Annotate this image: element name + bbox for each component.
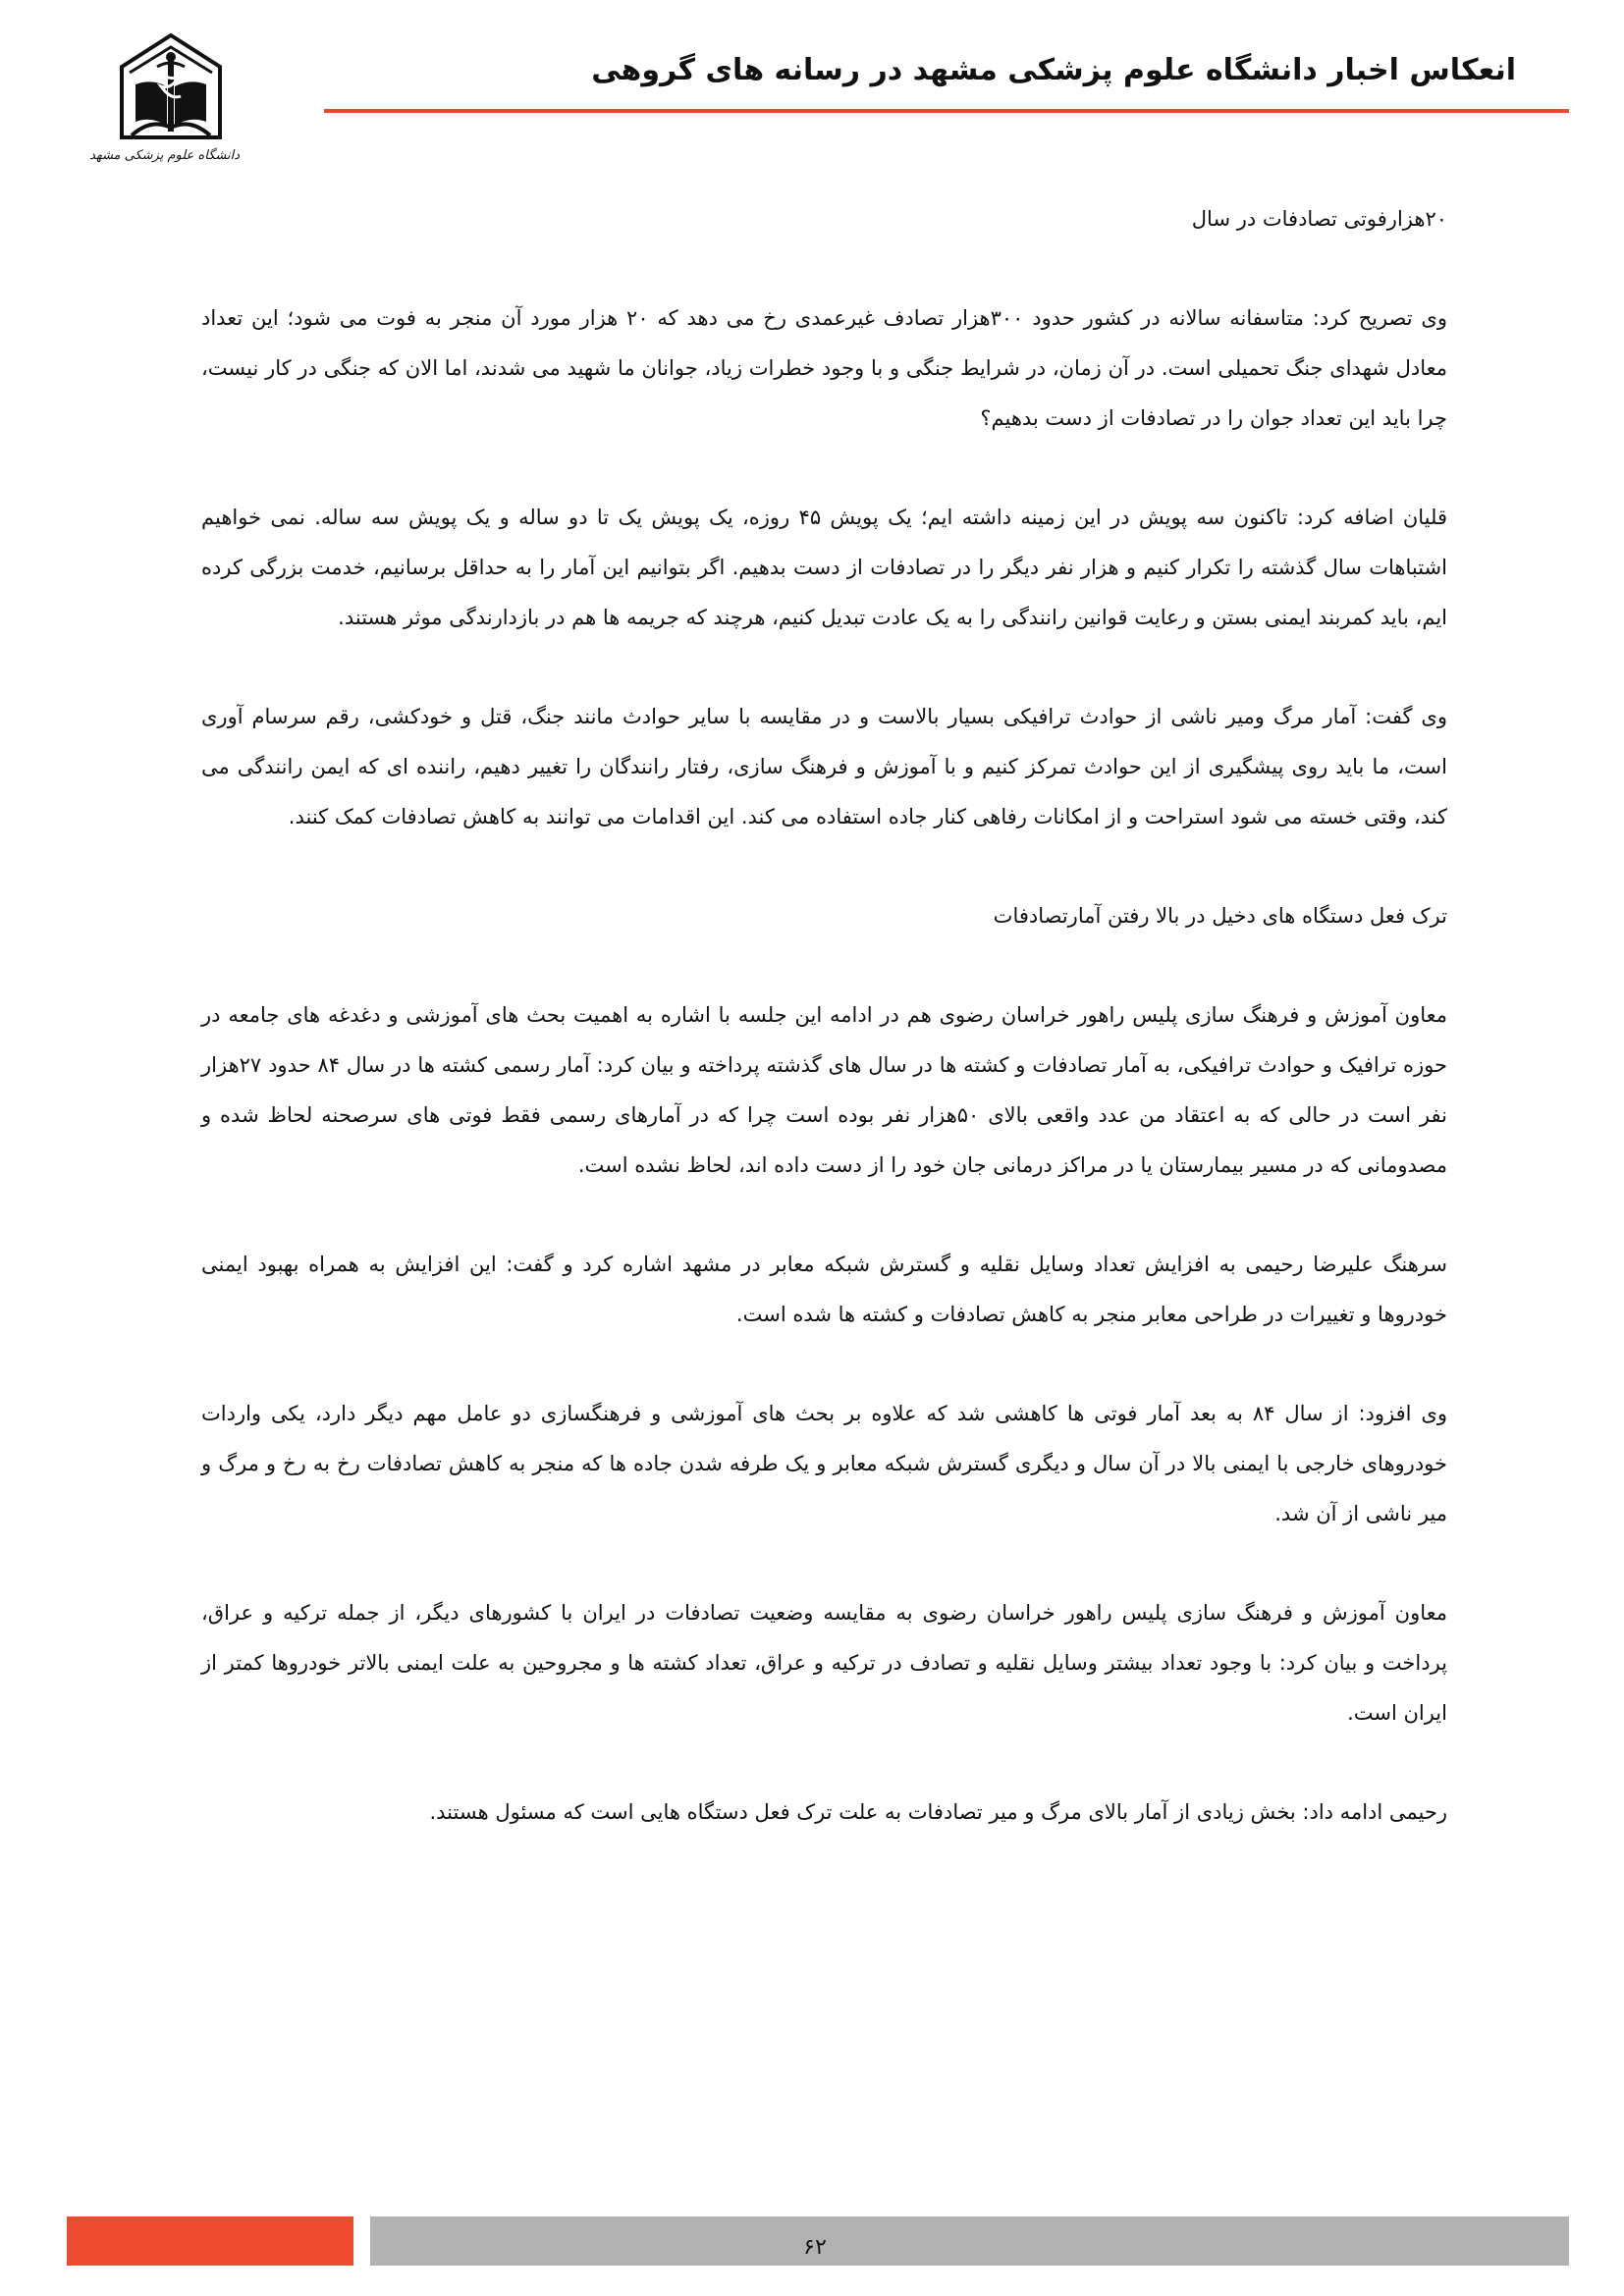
paragraph: وی افزود: از سال ۸۴ به بعد آمار فوتی ها کاهشی شد که علاوه بر بحث های آموزشی و فرهنگسازی دو عامل مهم دیگر دارد، یکی واردات خودروهای خارجی با ایمنی بالا در آن سال و دیگری گسترش شبکه معابر و یک طرفه شدن جاده ها که منجر به کاهش تصادفات رخ به رخ و مرگ و میر ناشی از آن شد. <box>201 1402 1447 1525</box>
section-heading-agencies: ترک فعل دستگاه های دخیل در بالا رفتن آمارتصادفات <box>993 904 1447 928</box>
paragraph: رحیمی ادامه داد: بخش زیادی از آمار بالای مرگ و میر تصادفات به علت ترک فعل دستگاه هایی است که مسئول هستند. <box>429 1800 1447 1824</box>
paragraph: سرهنگ علیرضا رحیمی به افزایش تعداد وسایل نقلیه و گسترش شبکه معابر در مشهد اشاره کرد و گفت: این افزایش به همراه بهبود ایمنی خودروها و تغییرات در طراحی معابر منجر به کاهش تصادفات و کشته ها شده است. <box>201 1253 1447 1326</box>
logo-caption: دانشگاه علوم پزشکی مشهد <box>89 148 240 163</box>
page-title: انعکاس اخبار دانشگاه علوم پزشکی مشهد در رسانه های گروهی <box>591 53 1516 87</box>
paragraph: وی گفت: آمار مرگ ومیر ناشی از حوادث ترافیکی بسیار بالاست و در مقایسه با سایر حوادث مانند جنگ، قتل و خودکشی، رقم سرسام آوری است، ما باید روی پیشگیری از این حوادث تمرکز کنیم و با آموزش و فرهنگ سازی، رفتار رانندگان را تغییر دهیم، راننده ای که ایمن رانندگی می کند، وقتی خسته می شود استراحت و از امکانات رفاهی کنار جاده استفاده می کند. این اقدامات می توانند به کاهش تصادفات کمک کنند. <box>201 705 1447 828</box>
footer-bar <box>370 2216 1569 2266</box>
header-divider <box>324 109 1569 113</box>
paragraph: وی تصریح کرد: متاسفانه سالانه در کشور حدود ۳۰۰هزار تصادف غیرعمدی رخ می دهد که ۲۰ هزار مورد آن منجر به فوت می شود؛ این تعداد معادل شهدای جنگ تحمیلی است. در آن زمان، در شرایط جنگی و با وجود خطرات زیاد، جوانان ما شهید می شدند، اما الان که جنگی در کار نیست، چرا باید این تعداد جوان را در تصادفات از دست بدهیم؟ <box>201 306 1447 430</box>
university-emblem-icon <box>102 27 240 153</box>
paragraph: معاون آموزش و فرهنگ سازی پلیس راهور خراسان رضوی به مقایسه وضعیت تصادفات در ایران با کشورهای دیگر، از جمله ترکیه و عراق، پرداخت و بیان کرد: با وجود تعداد بیشتر وسایل نقلیه و تصادف در ترکیه و عراق، تعداد کشته ها و مجروحین به علت ایمنی بالاتر خودروها کمتر از ایران است. <box>201 1601 1447 1725</box>
paragraph: معاون آموزش و فرهنگ سازی پلیس راهور خراسان رضوی هم در ادامه این جلسه با اشاره به اهمیت بحث های آموزشی و دغدغه های جامعه در حوزه ترافیک و حوادث ترافیکی، به آمار تصادفات و کشته ها در سال های گذشته پرداخته و بیان کرد: آمار رسمی کشته ها در سال ۸۴ حدود ۲۷هزار نفر است در حالی که به اعتقاد من عدد واقعی بالای ۵۰هزار نفر بوده است چرا که در آمارهای رسمی فقط فوتی های سرصحنه لحاظ شده و مصدومانی که در مسیر بیمارستان یا در مراکز درمانی جان خود را از دست داده اند، لحاظ نشده است. <box>201 1003 1447 1177</box>
paragraph: قلیان اضافه کرد: تاکنون سه پویش در این زمینه داشته ایم؛ یک پویش ۴۵ روزه، یک پویش یک تا دو ساله و یک پویش سه ساله. نمی خواهیم اشتباهات سال گذشته را تکرار کنیم و هزار نفر دیگر را در تصادفات از دست بدهیم. اگر بتوانیم این آمار را به حداقل برسانیم، خدمت بزرگی کرده ایم، باید کمربند ایمنی بستن و رعایت قوانین رانندگی را به یک عادت تبدیل کنیم، هرچند که جریمه ها هم در بازدارندگی موثر هستند. <box>201 506 1448 629</box>
page-number: ۶۲ <box>803 2235 827 2260</box>
university-logo <box>89 27 240 175</box>
footer-accent-bar <box>67 2216 353 2266</box>
article-body <box>201 194 1447 1887</box>
section-heading-fatalities: ۲۰هزارفوتی تصادفات در سال <box>1191 207 1447 231</box>
